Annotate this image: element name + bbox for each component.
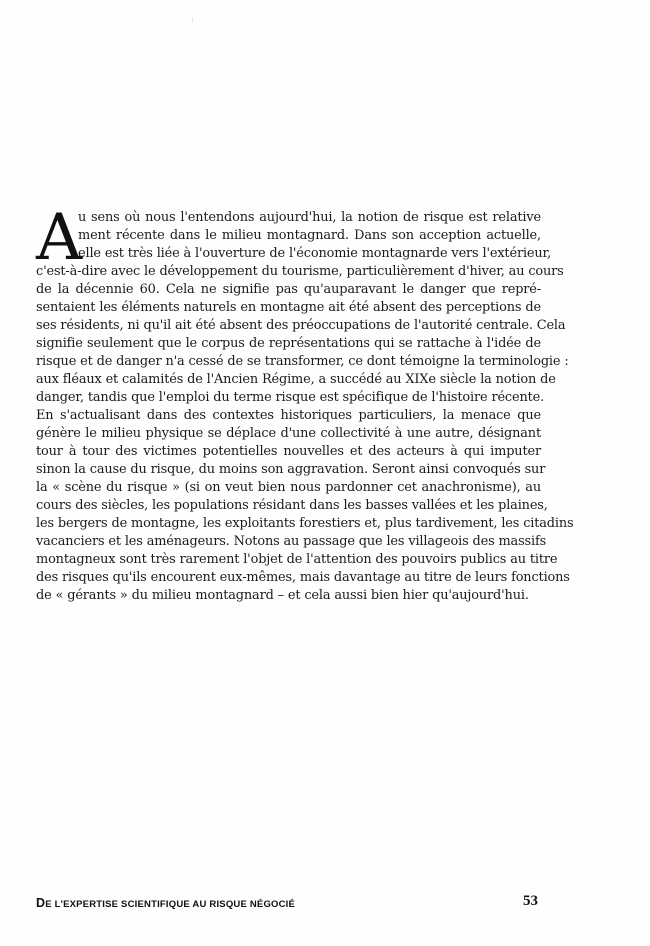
running-footer-title: [36, 896, 295, 910]
text-line: de « gérants » du milieu montagnard – et cela aussi bien hier qu'aujourd'hui.: [36, 588, 529, 603]
text-line: c'est-à-dire avec le développement du tourisme, particulièrement d'hiver, au cours: [36, 264, 564, 279]
text-line: ses résidents, ni qu'il ait été absent des préoccupations de l'autorité centrale. Cela: [36, 318, 566, 333]
footer-title-initial: D: [36, 896, 46, 910]
scan-artifact: [192, 17, 193, 23]
text-line: sentaient les éléments naturels en montagne ait été absent des perceptions de: [36, 300, 541, 315]
body-paragraph: [36, 201, 574, 605]
text-line: montagneux sont très rarement l'objet de l'attention des pouvoirs publics au titre: [36, 552, 558, 567]
text-line: risque et de danger n'a cessé de se transformer, ce dont témoigne la terminologie :: [36, 354, 569, 369]
drop-cap: A: [36, 201, 83, 275]
text-line: aux fléaux et calamités de l'Ancien Régime, a succédé au XIXe siècle la notion de: [36, 372, 556, 387]
text-line: vacanciers et les aménageurs. Notons au passage que les villageois des massifs: [36, 534, 547, 549]
text-line: signifie seulement que le corpus de représentations qui se rattache à l'idée de: [36, 336, 541, 351]
text-line: la « scène du risque » (si on veut bien nous pardonner cet anachronisme), au: [36, 480, 541, 495]
footer-title-rest: E L'EXPERTISE SCIENTIFIQUE AU RISQUE NÉGOCIÉ: [45, 899, 296, 910]
text-line: sinon la cause du risque, du moins son aggravation. Seront ainsi convoqués sur: [36, 462, 546, 477]
text-line: En s'actualisant dans des contextes historiques particuliers, la menace que: [36, 408, 541, 423]
text-line: des risques qu'ils encourent eux-mêmes, mais davantage au titre de leurs fonctions: [36, 570, 570, 585]
text-line: de la décennie 60. Cela ne signifie pas qu'auparavant le danger que repré-: [36, 282, 541, 297]
text-line: cours des siècles, les populations résidant dans les basses vallées et les plaines,: [36, 498, 548, 513]
text-line: tour à tour des victimes potentielles nouvelles et des acteurs à qui imputer: [36, 444, 541, 459]
page-number: 53: [523, 893, 538, 909]
text-line: elle est très liée à l'ouverture de l'économie montagnarde vers l'extérieur,: [78, 246, 552, 261]
text-line: u sens où nous l'entendons aujourd'hui, la notion de risque est relative: [78, 210, 541, 225]
text-line: ment récente dans le milieu montagnard. Dans son acception actuelle,: [78, 228, 541, 243]
text-line: les bergers de montagne, les exploitants forestiers et, plus tardivement, les citadins: [36, 516, 574, 531]
text-line: danger, tandis que l'emploi du terme risque est spécifique de l'histoire récente.: [36, 390, 545, 405]
text-line: génère le milieu physique se déplace d'une collectivité à une autre, désignant: [36, 426, 541, 441]
